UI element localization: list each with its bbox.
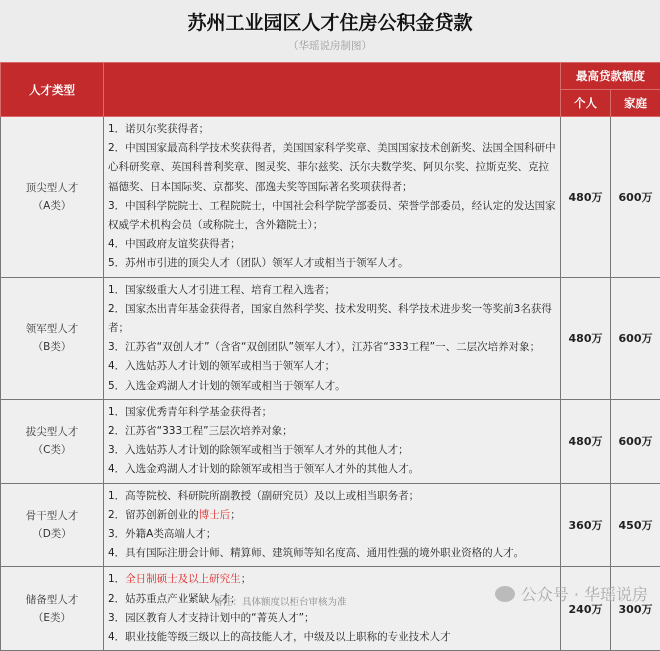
criteria-item: 2．江苏省“333工程”三层次培养对象；	[108, 422, 556, 441]
header-desc	[104, 63, 561, 117]
family-amount: 450万	[611, 483, 660, 567]
personal-amount: 480万	[561, 399, 611, 483]
header-type: 人才类型	[1, 63, 104, 117]
personal-amount: 240万	[561, 567, 611, 651]
table-row	[1, 277, 660, 399]
type-class: （E类）	[1, 609, 103, 627]
criteria-item: 3．入选姑苏人才计划的除领军或相当于领军人才外的其他人才；	[108, 441, 556, 460]
criteria-item: 4．中国政府友谊奖获得者；	[108, 235, 556, 254]
criteria-item	[108, 570, 556, 589]
watermark-text: 公众号 · 华瑶说房	[521, 582, 648, 605]
criteria-item: 5．入选金鸡湖人才计划的领军或相当于领军人才。	[108, 377, 556, 396]
family-amount: 300万	[611, 567, 660, 651]
type-name: 骨干型人才	[1, 507, 103, 525]
talent-type	[1, 117, 104, 278]
highlight-text: 全日制硕士及以上研究生	[125, 573, 241, 585]
table-row	[1, 117, 660, 278]
criteria-item: 4．职业技能等级三级以上的高技能人才，中级及以上职称的专业技术人才	[108, 628, 556, 647]
page-title: 苏州工业园区人才住房公积金贷款	[0, 8, 660, 35]
criteria-item: 2．国家杰出青年基金获得者，国家自然科学奖、技术发明奖、科学技术进步奖一等奖前3名获得者；	[108, 300, 556, 338]
type-class: （B类）	[1, 338, 103, 356]
talent-type	[1, 567, 104, 651]
criteria-item: 4．入选姑苏人才计划的领军或相当于领军人才；	[108, 357, 556, 376]
talent-type	[1, 399, 104, 483]
criteria-item: 3．江苏省“双创人才”（含省“双创团队”领军人才），江苏省“333工程”一、二层次培养对象；	[108, 338, 556, 357]
criteria-item: 3．外籍A类高端人才；	[108, 525, 556, 544]
personal-amount: 480万	[561, 117, 611, 278]
highlight-text: 博士后	[199, 509, 231, 521]
table-row	[1, 567, 660, 651]
personal-amount: 480万	[561, 277, 611, 399]
talent-type	[1, 277, 104, 399]
family-amount: 600万	[611, 277, 660, 399]
wechat-icon	[495, 586, 515, 602]
type-class: （C类）	[1, 441, 103, 459]
loan-table	[0, 62, 660, 651]
criteria-item	[108, 506, 556, 525]
talent-type	[1, 483, 104, 567]
criteria	[104, 117, 561, 278]
criteria-item: 4．入选金鸡湖人才计划的除领军或相当于领军人才外的其他人才。	[108, 460, 556, 479]
header-personal: 个人	[561, 90, 611, 117]
criteria	[104, 399, 561, 483]
table-row	[1, 483, 660, 567]
type-class: （A类）	[1, 197, 103, 215]
family-amount: 600万	[611, 399, 660, 483]
page-subtitle: （华瑶说房制图）	[0, 38, 660, 53]
item-prefix: 2．留苏创新创业的	[108, 509, 199, 521]
criteria-item: 1．高等院校、科研院所副教授（副研究员）及以上或相当职务者；	[108, 487, 556, 506]
type-name: 领军型人才	[1, 320, 103, 338]
personal-amount: 360万	[561, 483, 611, 567]
family-amount: 600万	[611, 117, 660, 278]
criteria-item: 1．国家级重大人才引进工程、培育工程入选者；	[108, 281, 556, 300]
item-suffix: ；	[230, 509, 241, 521]
criteria-item: 1．诺贝尔奖获得者；	[108, 120, 556, 139]
criteria-item: 5．苏州市引进的顶尖人才（团队）领军人才或相当于领军人才。	[108, 254, 556, 273]
type-name: 储备型人才	[1, 591, 103, 609]
type-name: 拔尖型人才	[1, 423, 103, 441]
type-class: （D类）	[1, 525, 103, 543]
criteria-item: 2．中国国家最高科学技术奖获得者，美国国家科学奖章、美国国家技术创新奖、法国全国科研中心科研奖章、英国科普利奖章、图灵奖、菲尔兹奖、沃尔夫数学奖、阿贝尔奖、拉斯克奖、克拉福德奖、日本国际奖、京都奖、邵逸夫奖等国际著名奖项获得者；	[108, 139, 556, 197]
table-row	[1, 399, 660, 483]
type-name: 顶尖型人才	[1, 179, 103, 197]
footnote: 备注：具体额度以柜台审核为准	[0, 594, 560, 608]
criteria-item: 3．园区教育人才支持计划中的“菁英人才”；	[108, 609, 556, 628]
criteria-item: 4．具有国际注册会计师、精算师、建筑师等知名度高、通用性强的境外职业资格的人才。	[108, 544, 556, 563]
criteria	[104, 567, 561, 651]
criteria-item: 2．姑苏重点产业紧缺人才；	[108, 590, 556, 609]
header-family: 家庭	[611, 90, 660, 117]
criteria-item: 3．中国科学院院士、工程院院士，中国社会科学院学部委员、荣誉学部委员，经认定的发达国家权威学术机构会员（或称院士，含外籍院士）；	[108, 197, 556, 235]
criteria	[104, 483, 561, 567]
item-suffix: ；	[241, 573, 252, 585]
watermark	[495, 582, 648, 605]
header-max: 最高贷款额度	[561, 63, 660, 90]
item-prefix: 1．	[108, 573, 125, 585]
criteria-item: 1．国家优秀青年科学基金获得者；	[108, 403, 556, 422]
criteria	[104, 277, 561, 399]
